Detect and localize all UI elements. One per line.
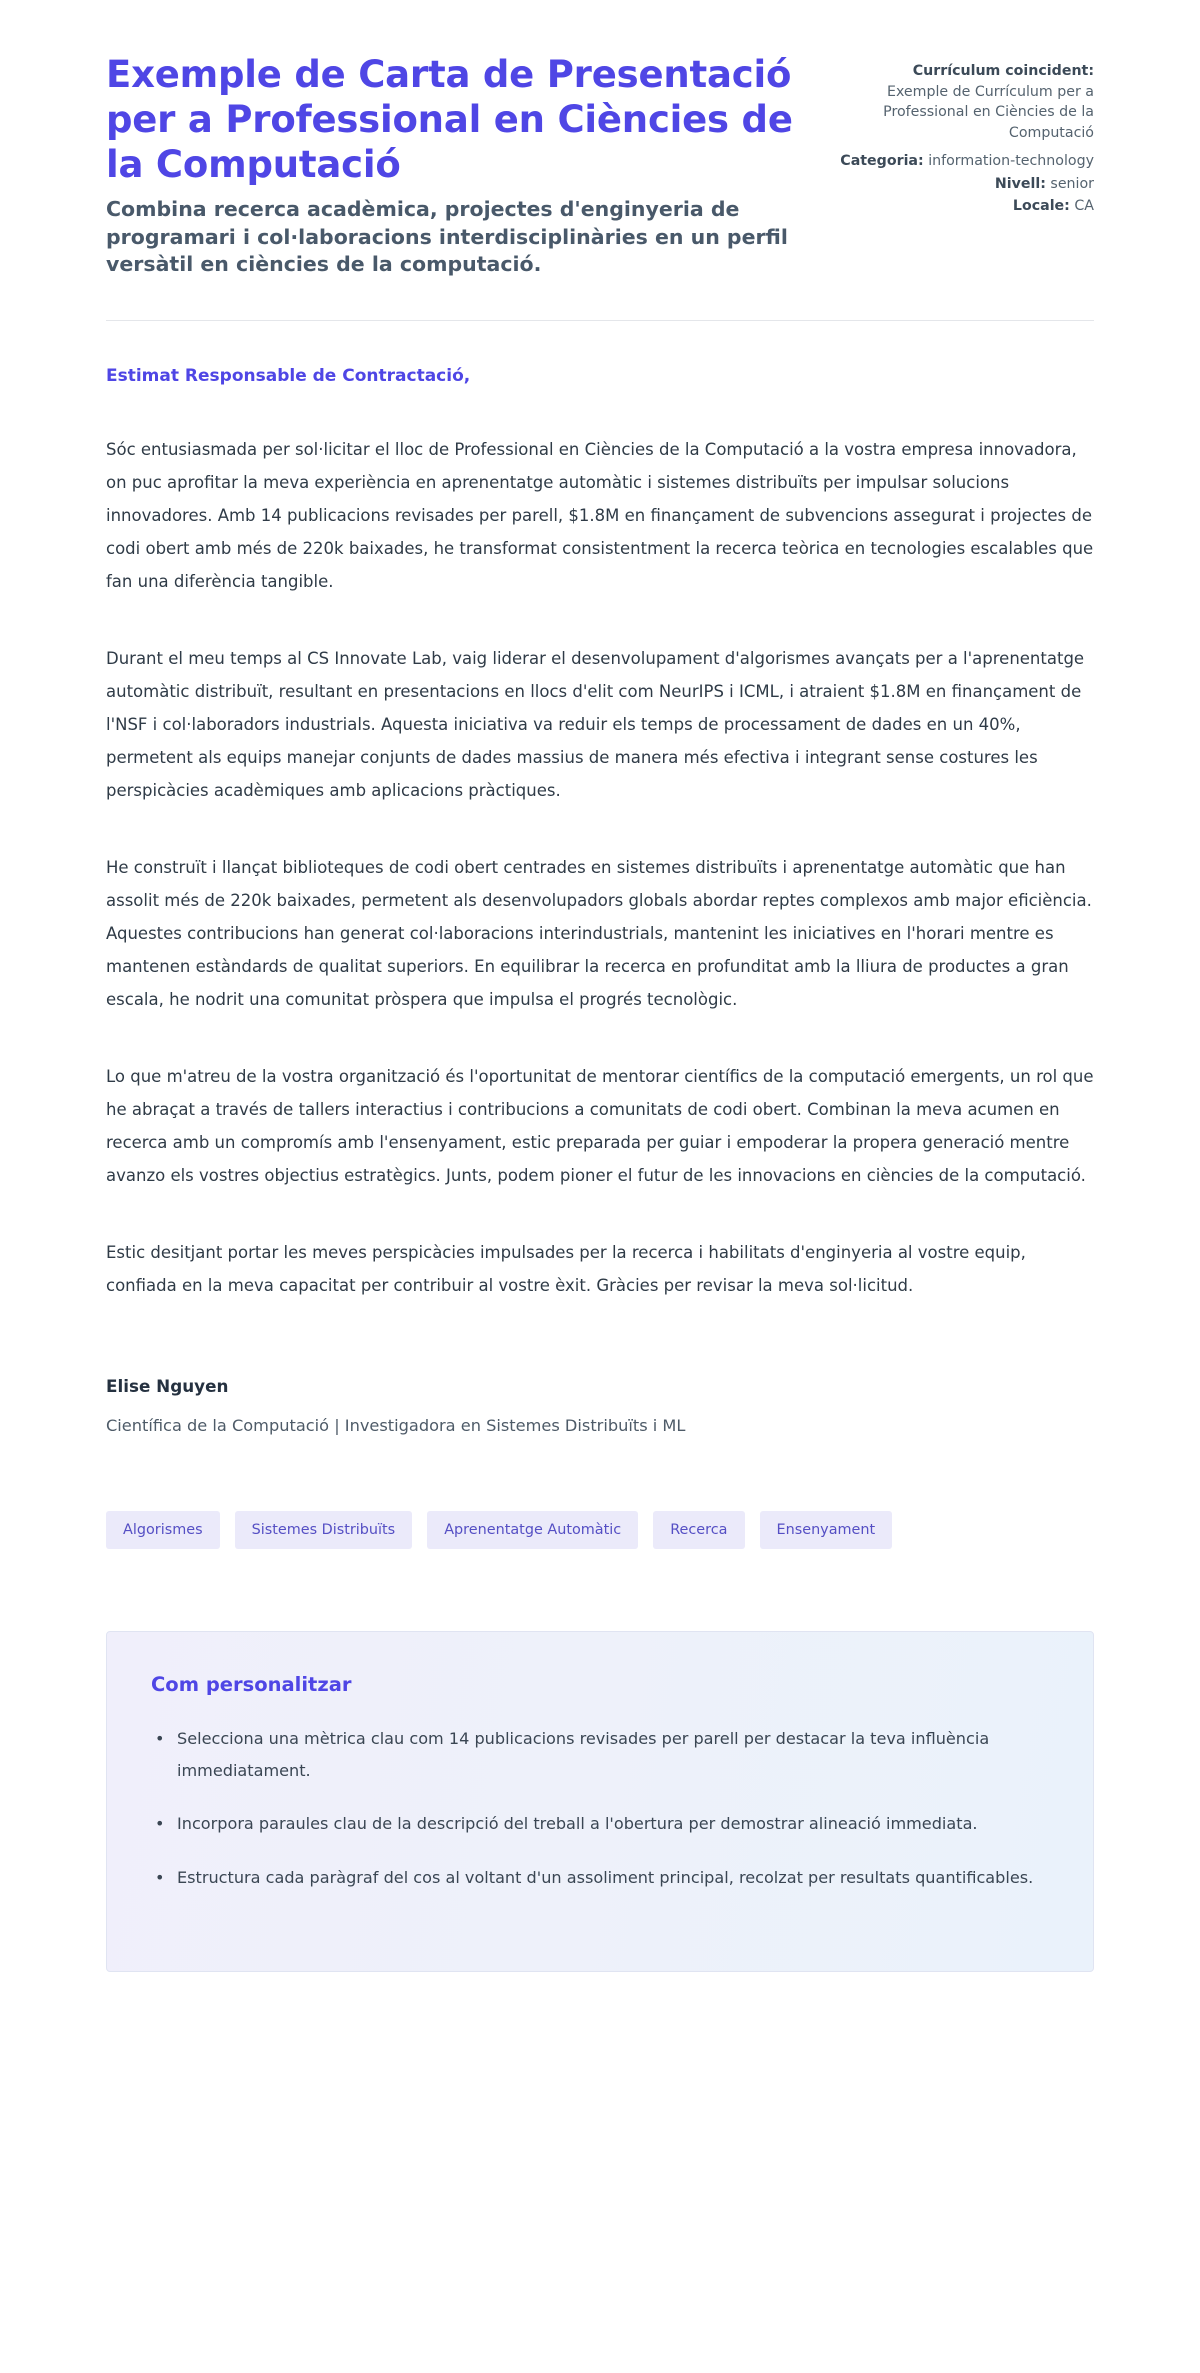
callout-list-item [151, 1723, 1049, 1786]
callout-item-text: Estructura cada paràgraf del cos al voltant d'un assoliment principal, recolzat per resultats quantificables. [177, 1867, 1034, 1887]
page-content [106, 0, 1094, 1972]
metadata-category-label: Categoria: [840, 152, 924, 169]
metadata-row-locale [832, 196, 1094, 217]
metadata-row-category [832, 151, 1094, 172]
metadata-panel [832, 52, 1094, 219]
letter-paragraph: Sóc entusiasmada per sol·licitar el lloc de Professional en Ciències de la Computació a la vostra empresa innovadora, on puc aprofitar la meva experiència en aprenentatge automàtic i sistemes distribuïts per impulsar solucions innovadores. Amb 14 publicacions revisades per parell, $1.8M en finançament de subvencions assegurat i projectes de codi obert amb més de 220k baixades, he transformat consistentment la recerca teòrica en tecnologies escalables que fan una diferència tangible. [106, 439, 1094, 591]
bullet-icon: • [155, 1814, 165, 1834]
callout-title: Com personalitzar [151, 1673, 352, 1697]
callout-list-item [151, 1862, 1049, 1893]
tag-chip[interactable]: Sistemes Distribuïts [235, 1511, 413, 1549]
letter-paragraph: Lo que m'atreu de la vostra organització és l'oportunitat de mentorar científics de la computació emergents, un rol que he abraçat a través de tallers interactius i contribucions a comunitats de codi obert. Combinan la meva acumen en recerca amb un compromís amb l'ensenyament, estic preparada per guiar i empoderar la propera generació mentre avanzo els vostres objectius estratègics. Junts, podem pioner el futur de les innovacions en ciències de la computació. [106, 1066, 1094, 1185]
tag-chip[interactable]: Aprenentatge Automàtic [427, 1511, 638, 1549]
tag-chip[interactable]: Algorismes [106, 1511, 220, 1549]
bullet-icon: • [155, 1729, 165, 1749]
metadata-row-resume [832, 61, 1094, 144]
callout-item-text: Selecciona una mètrica clau com 14 publicacions revisades per parell per destacar la teva influència immediatament. [177, 1729, 990, 1780]
letter-paragraph: He construït i llançat biblioteques de codi obert centrades en sistemes distribuïts i aprenentatge automàtic que han assolit més de 220k baixades, permetent als desenvolupadors globals abordar reptes complexos amb major eficiència. Aquestes contribucions han generat col·laboracions interindustrials, mantenint les iniciatives en l'horari mentre es mantenen estàndards de qualitat superiors. En equilibrar la recerca en profunditat amb la lliura de productes a gran escala, he nodrit una comunitat pròspera que impulsa el progrés tecnològic. [106, 857, 1092, 1009]
metadata-category-value: information-technology [928, 152, 1094, 169]
signature-role: Científica de la Computació | Investigadora en Sistemes Distribuïts i ML [106, 1416, 686, 1436]
tag-chip[interactable]: Recerca [653, 1511, 744, 1549]
metadata-level-label: Nivell: [994, 175, 1046, 192]
letter-paragraph: Durant el meu temps al CS Innovate Lab, vaig liderar el desenvolupament d'algorismes avançats per a l'aprenentatge automàtic distribuït, resultant en presentacions en llocs d'elit com NeurIPS i ICML, i atraient $1.8M en finançament de l'NSF i col·laboradors industrials. Aquesta iniciativa va reduir els temps de processament de dades en un 40%, permetent als equips manejar conjunts de dades massius de manera més efectiva i integrant sense costures les perspicàcies acadèmiques amb aplicacions pràctiques. [106, 648, 1085, 800]
page-subtitle: Combina recerca acadèmica, projectes d'enginyeria de programari i col·laboracions interdisciplinàries en un perfil versàtil en ciències de la computació. [106, 197, 788, 276]
bullet-icon: • [155, 1867, 165, 1887]
metadata-locale-value: CA [1074, 198, 1094, 215]
letter-body [106, 321, 1094, 1439]
letter-signature [106, 1375, 1094, 1439]
metadata-level-value: senior [1050, 175, 1094, 192]
metadata-resume-label: Currículum coincident: [912, 63, 1094, 79]
metadata-resume-value: Exemple de Currículum per a Professional en Ciències de la Computació [883, 83, 1094, 142]
letter-salutation: Estimat Responsable de Contractació, [106, 366, 471, 387]
header-title-block [106, 52, 796, 278]
customization-callout [106, 1631, 1094, 1972]
tag-list [106, 1511, 1094, 1549]
metadata-locale-label: Locale: [1012, 198, 1070, 215]
tag-chip[interactable]: Ensenyament [760, 1511, 893, 1549]
callout-spacer [151, 1893, 1049, 1927]
callout-list [151, 1723, 1049, 1893]
page-title: Exemple de Carta de Presentació per a Professional en Ciències de la Computació [106, 53, 793, 187]
metadata-row-level [832, 174, 1094, 195]
letter-paragraph: Estic desitjant portar les meves perspicàcies impulsades per la recerca i habilitats d'enginyeria al vostre equip, confiada en la meva capacitat per contribuir al vostre èxit. Gràcies per revisar la meva sol·licitud. [106, 1242, 1026, 1295]
callout-list-item [151, 1808, 1049, 1839]
callout-item-text: Incorpora paraules clau de la descripció del treball a l'obertura per demostrar alineació immediata. [177, 1814, 978, 1834]
signature-name: Elise Nguyen [106, 1375, 229, 1396]
document-header [106, 52, 1094, 278]
